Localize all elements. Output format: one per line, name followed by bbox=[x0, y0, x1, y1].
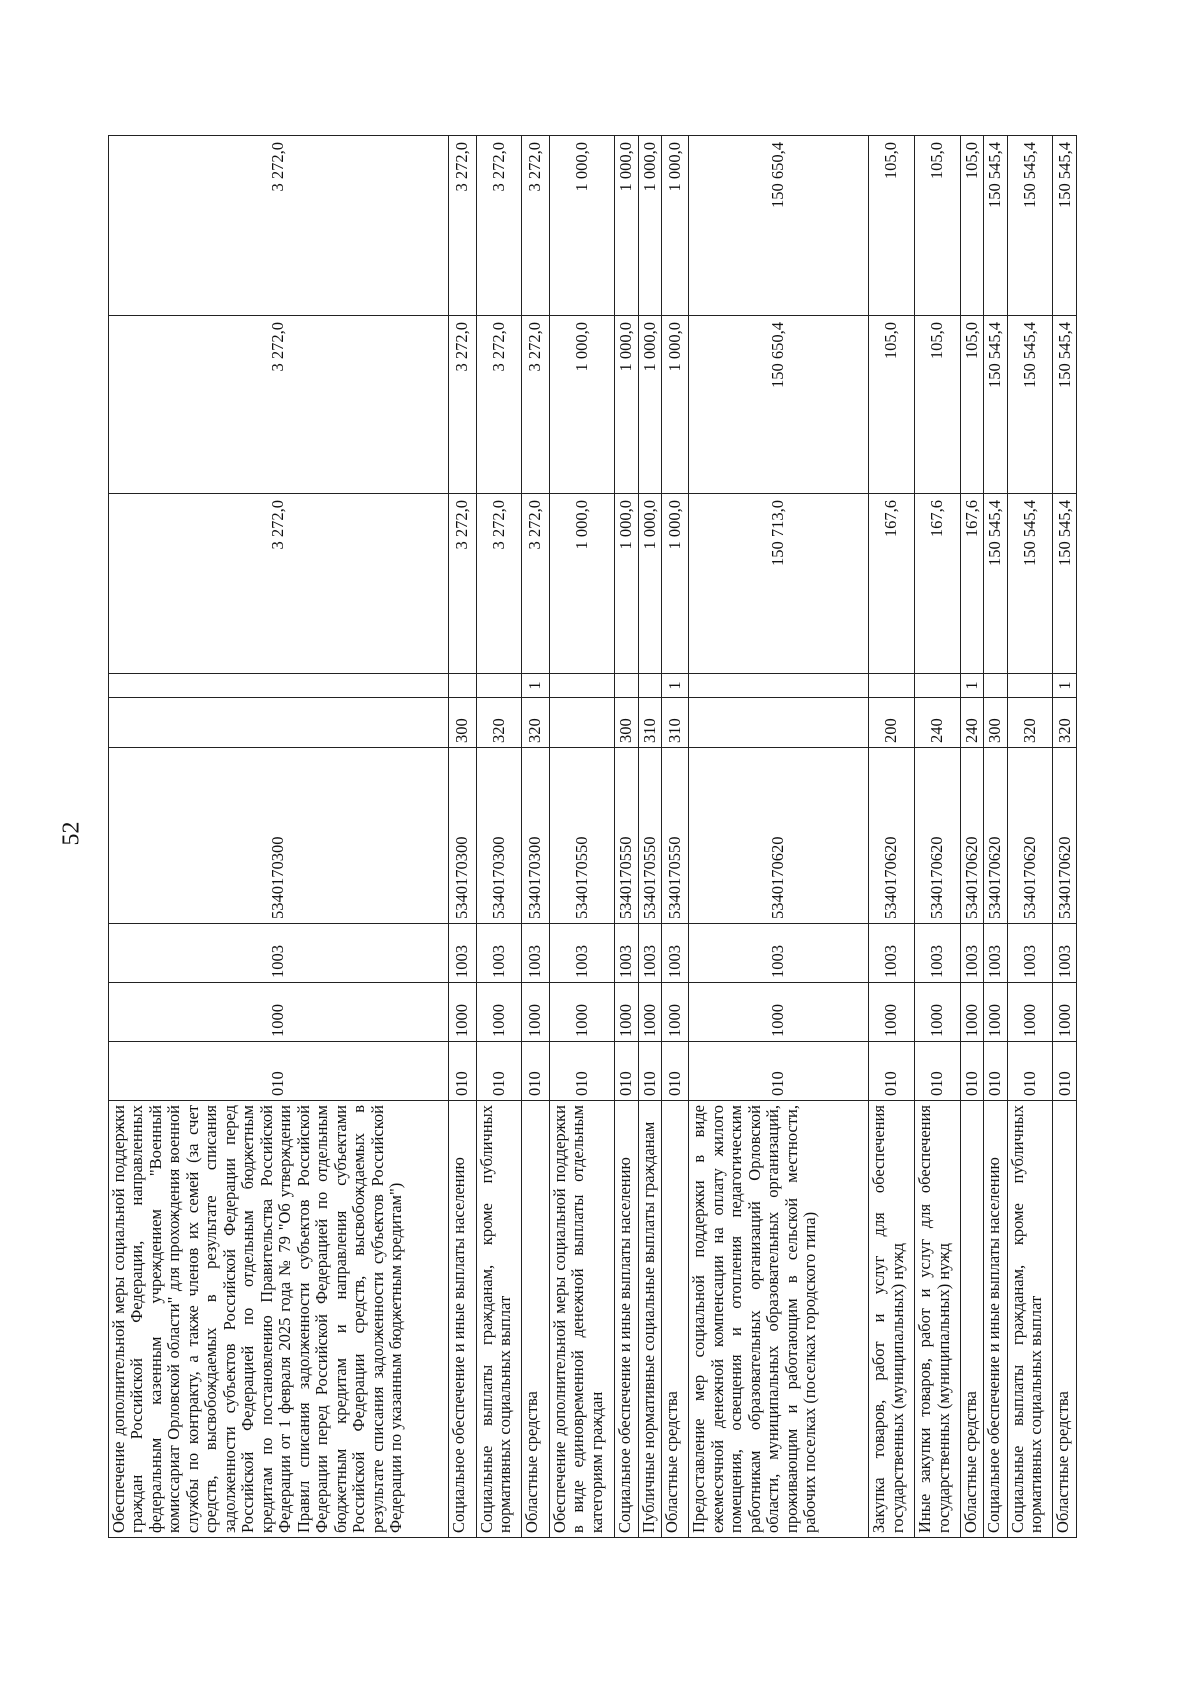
cell-name: Областные средства bbox=[960, 1101, 983, 1538]
cell-amount-2: 150 545,4 bbox=[1007, 316, 1053, 494]
cell-expense-type: 300 bbox=[984, 698, 1007, 748]
cell-amount-1: 167,6 bbox=[915, 494, 961, 674]
cell-amount-3: 150 545,4 bbox=[1007, 136, 1053, 316]
cell-amount-1: 167,6 bbox=[869, 494, 915, 674]
cell-funding-flag bbox=[449, 674, 476, 698]
cell-name: Социальное обеспечение и иные выплаты населению bbox=[449, 1101, 476, 1538]
cell-subsection: 1003 bbox=[522, 924, 549, 983]
cell-expense-type: 320 bbox=[1053, 698, 1077, 748]
cell-name: Иные закупки товаров, работ и услуг для обеспечения государственных (муниципальных) нужд bbox=[915, 1101, 961, 1538]
cell-amount-2: 1 000,0 bbox=[661, 316, 688, 494]
cell-amount-3: 150 545,4 bbox=[1053, 136, 1077, 316]
cell-expense-type: 320 bbox=[476, 698, 522, 748]
table-row bbox=[984, 136, 1007, 1538]
cell-expense-type: 310 bbox=[638, 698, 661, 748]
cell-funding-flag bbox=[1007, 674, 1053, 698]
cell-amount-2: 105,0 bbox=[915, 316, 961, 494]
cell-amount-2: 150 650,4 bbox=[689, 316, 869, 494]
cell-target: 5340170620 bbox=[915, 748, 961, 924]
cell-name: Социальные выплаты гражданам, кроме публичных нормативных социальных выплат bbox=[1007, 1101, 1053, 1538]
cell-grbs: 010 bbox=[109, 1042, 449, 1101]
cell-amount-2: 1 000,0 bbox=[638, 316, 661, 494]
cell-funding-flag bbox=[915, 674, 961, 698]
cell-name: Областные средства bbox=[661, 1101, 688, 1538]
cell-subsection: 1003 bbox=[869, 924, 915, 983]
cell-target: 5340170300 bbox=[109, 748, 449, 924]
budget-table bbox=[108, 135, 1077, 1538]
cell-expense-type: 310 bbox=[661, 698, 688, 748]
cell-target: 5340170620 bbox=[1007, 748, 1053, 924]
cell-amount-3: 150 650,4 bbox=[689, 136, 869, 316]
cell-name: Закупка товаров, работ и услуг для обеспечения государственных (муниципальных) нужд bbox=[869, 1101, 915, 1538]
cell-amount-3: 105,0 bbox=[960, 136, 983, 316]
cell-section: 1000 bbox=[449, 983, 476, 1042]
cell-amount-2: 150 545,4 bbox=[1053, 316, 1077, 494]
cell-amount-3: 1 000,0 bbox=[549, 136, 614, 316]
cell-amount-1: 1 000,0 bbox=[549, 494, 614, 674]
table-row bbox=[869, 136, 915, 1538]
table-row bbox=[476, 136, 522, 1538]
cell-expense-type: 240 bbox=[960, 698, 983, 748]
cell-subsection: 1003 bbox=[984, 924, 1007, 983]
table-row bbox=[661, 136, 688, 1538]
cell-name: Социальное обеспечение и иные выплаты населению bbox=[984, 1101, 1007, 1538]
cell-section: 1000 bbox=[1007, 983, 1053, 1042]
table-row bbox=[1007, 136, 1053, 1538]
table-row bbox=[638, 136, 661, 1538]
cell-section: 1000 bbox=[1053, 983, 1077, 1042]
cell-amount-3: 1 000,0 bbox=[661, 136, 688, 316]
cell-subsection: 1003 bbox=[549, 924, 614, 983]
cell-amount-3: 1 000,0 bbox=[615, 136, 638, 316]
cell-name: Социальные выплаты гражданам, кроме публичных нормативных социальных выплат bbox=[476, 1101, 522, 1538]
cell-amount-2: 3 272,0 bbox=[522, 316, 549, 494]
table-row bbox=[522, 136, 549, 1538]
cell-amount-1: 3 272,0 bbox=[476, 494, 522, 674]
cell-expense-type: 320 bbox=[522, 698, 549, 748]
cell-grbs: 010 bbox=[689, 1042, 869, 1101]
cell-target: 5340170620 bbox=[984, 748, 1007, 924]
cell-funding-flag bbox=[109, 674, 449, 698]
cell-grbs: 010 bbox=[960, 1042, 983, 1101]
cell-section: 1000 bbox=[476, 983, 522, 1042]
cell-section: 1000 bbox=[109, 983, 449, 1042]
cell-grbs: 010 bbox=[522, 1042, 549, 1101]
cell-funding-flag: 1 bbox=[1053, 674, 1077, 698]
cell-grbs: 010 bbox=[549, 1042, 614, 1101]
cell-subsection: 1003 bbox=[1053, 924, 1077, 983]
cell-amount-1: 167,6 bbox=[960, 494, 983, 674]
cell-funding-flag: 1 bbox=[522, 674, 549, 698]
table-row bbox=[960, 136, 983, 1538]
cell-section: 1000 bbox=[689, 983, 869, 1042]
cell-subsection: 1003 bbox=[960, 924, 983, 983]
cell-target: 5340170620 bbox=[1053, 748, 1077, 924]
cell-expense-type: 200 bbox=[869, 698, 915, 748]
cell-amount-1: 150 545,4 bbox=[1007, 494, 1053, 674]
cell-subsection: 1003 bbox=[1007, 924, 1053, 983]
cell-target: 5340170550 bbox=[549, 748, 614, 924]
cell-name: Предоставление мер социальной поддержки в виде ежемесячной денежной компенсации на оплату жилого помещения, освещения и отопления педагогическим работникам образовательных организаций Орловской области, муниципальных образовательных организаций, проживающим и работающим в сельской местности, рабочих поселках (поселках городского типа) bbox=[689, 1101, 869, 1538]
cell-amount-1: 3 272,0 bbox=[522, 494, 549, 674]
cell-grbs: 010 bbox=[915, 1042, 961, 1101]
cell-amount-2: 150 545,4 bbox=[984, 316, 1007, 494]
cell-funding-flag: 1 bbox=[960, 674, 983, 698]
cell-expense-type: 240 bbox=[915, 698, 961, 748]
cell-amount-1: 150 545,4 bbox=[984, 494, 1007, 674]
cell-target: 5340170550 bbox=[638, 748, 661, 924]
budget-table-body bbox=[109, 136, 1077, 1538]
cell-funding-flag: 1 bbox=[661, 674, 688, 698]
cell-amount-3: 105,0 bbox=[869, 136, 915, 316]
cell-target: 5340170620 bbox=[689, 748, 869, 924]
cell-section: 1000 bbox=[915, 983, 961, 1042]
cell-name: Социальное обеспечение и иные выплаты населению bbox=[615, 1101, 638, 1538]
cell-amount-1: 1 000,0 bbox=[661, 494, 688, 674]
cell-subsection: 1003 bbox=[915, 924, 961, 983]
cell-funding-flag bbox=[984, 674, 1007, 698]
cell-amount-2: 3 272,0 bbox=[109, 316, 449, 494]
cell-funding-flag bbox=[638, 674, 661, 698]
cell-section: 1000 bbox=[869, 983, 915, 1042]
cell-grbs: 010 bbox=[476, 1042, 522, 1101]
cell-grbs: 010 bbox=[869, 1042, 915, 1101]
cell-section: 1000 bbox=[549, 983, 614, 1042]
cell-amount-3: 3 272,0 bbox=[449, 136, 476, 316]
cell-subsection: 1003 bbox=[476, 924, 522, 983]
table-row bbox=[689, 136, 869, 1538]
cell-target: 5340170550 bbox=[615, 748, 638, 924]
cell-expense-type bbox=[549, 698, 614, 748]
page-number: 52 bbox=[58, 821, 85, 846]
cell-amount-1: 150 545,4 bbox=[1053, 494, 1077, 674]
cell-section: 1000 bbox=[960, 983, 983, 1042]
cell-funding-flag bbox=[476, 674, 522, 698]
cell-amount-1: 1 000,0 bbox=[615, 494, 638, 674]
cell-funding-flag bbox=[689, 674, 869, 698]
cell-grbs: 010 bbox=[1053, 1042, 1077, 1101]
cell-subsection: 1003 bbox=[109, 924, 449, 983]
cell-section: 1000 bbox=[661, 983, 688, 1042]
cell-grbs: 010 bbox=[984, 1042, 1007, 1101]
table-row bbox=[1053, 136, 1077, 1538]
cell-section: 1000 bbox=[615, 983, 638, 1042]
cell-amount-3: 3 272,0 bbox=[522, 136, 549, 316]
cell-amount-2: 105,0 bbox=[960, 316, 983, 494]
cell-target: 5340170550 bbox=[661, 748, 688, 924]
cell-name: Обеспечение дополнительной меры социальной поддержки граждан Российской Федерации, направленных федеральным казенным учреждением "Военный комиссариат Орловской области" для прохождения военной службы по контракту, а также членов их семей (за счет средств, высвобождаемых в результате списания задолженности субъектов Российской Федерации перед Российской Федерацией по отдельным бюджетным кредитам по постановлению Правительства Российской Федерации от 1 февраля 2025 года № 79 "Об утверждении Правил списания задолженности субъектов Российской Федерации перед Российской Федерацией по отдельным бюджетным кредитам и направления субъектами Российской Федерации средств, высвобождаемых в результате списания задолженности субъектов Российской Федерации по указанным бюджетным кредитам") bbox=[109, 1101, 449, 1538]
cell-section: 1000 bbox=[522, 983, 549, 1042]
cell-expense-type bbox=[689, 698, 869, 748]
cell-grbs: 010 bbox=[615, 1042, 638, 1101]
cell-grbs: 010 bbox=[1007, 1042, 1053, 1101]
rotated-page-content bbox=[108, 136, 1077, 1538]
cell-name: Областные средства bbox=[522, 1101, 549, 1538]
cell-subsection: 1003 bbox=[449, 924, 476, 983]
cell-name: Публичные нормативные социальные выплаты гражданам bbox=[638, 1101, 661, 1538]
cell-section: 1000 bbox=[638, 983, 661, 1042]
cell-name: Областные средства bbox=[1053, 1101, 1077, 1538]
cell-amount-3: 150 545,4 bbox=[984, 136, 1007, 316]
cell-target: 5340170620 bbox=[960, 748, 983, 924]
cell-target: 5340170300 bbox=[449, 748, 476, 924]
cell-amount-1: 1 000,0 bbox=[638, 494, 661, 674]
cell-amount-2: 1 000,0 bbox=[549, 316, 614, 494]
cell-funding-flag bbox=[549, 674, 614, 698]
cell-amount-2: 105,0 bbox=[869, 316, 915, 494]
table-row bbox=[615, 136, 638, 1538]
cell-expense-type: 300 bbox=[449, 698, 476, 748]
cell-funding-flag bbox=[615, 674, 638, 698]
cell-name: Обеспечение дополнительной меры социальной поддержки в виде единовременной денежной выплаты отдельным категориям граждан bbox=[549, 1101, 614, 1538]
cell-amount-1: 150 713,0 bbox=[689, 494, 869, 674]
cell-target: 5340170620 bbox=[869, 748, 915, 924]
cell-expense-type: 300 bbox=[615, 698, 638, 748]
cell-amount-1: 3 272,0 bbox=[449, 494, 476, 674]
table-row bbox=[549, 136, 614, 1538]
cell-target: 5340170300 bbox=[522, 748, 549, 924]
cell-section: 1000 bbox=[984, 983, 1007, 1042]
cell-grbs: 010 bbox=[661, 1042, 688, 1101]
cell-expense-type: 320 bbox=[1007, 698, 1053, 748]
cell-grbs: 010 bbox=[638, 1042, 661, 1101]
cell-amount-2: 1 000,0 bbox=[615, 316, 638, 494]
cell-subsection: 1003 bbox=[615, 924, 638, 983]
cell-amount-2: 3 272,0 bbox=[476, 316, 522, 494]
cell-amount-1: 3 272,0 bbox=[109, 494, 449, 674]
cell-amount-3: 3 272,0 bbox=[109, 136, 449, 316]
cell-amount-3: 1 000,0 bbox=[638, 136, 661, 316]
cell-target: 5340170300 bbox=[476, 748, 522, 924]
table-row bbox=[449, 136, 476, 1538]
cell-amount-3: 105,0 bbox=[915, 136, 961, 316]
cell-subsection: 1003 bbox=[638, 924, 661, 983]
cell-subsection: 1003 bbox=[661, 924, 688, 983]
cell-expense-type bbox=[109, 698, 449, 748]
cell-amount-3: 3 272,0 bbox=[476, 136, 522, 316]
table-row bbox=[915, 136, 961, 1538]
cell-amount-2: 3 272,0 bbox=[449, 316, 476, 494]
cell-subsection: 1003 bbox=[689, 924, 869, 983]
table-row bbox=[109, 136, 449, 1538]
cell-grbs: 010 bbox=[449, 1042, 476, 1101]
cell-funding-flag bbox=[869, 674, 915, 698]
